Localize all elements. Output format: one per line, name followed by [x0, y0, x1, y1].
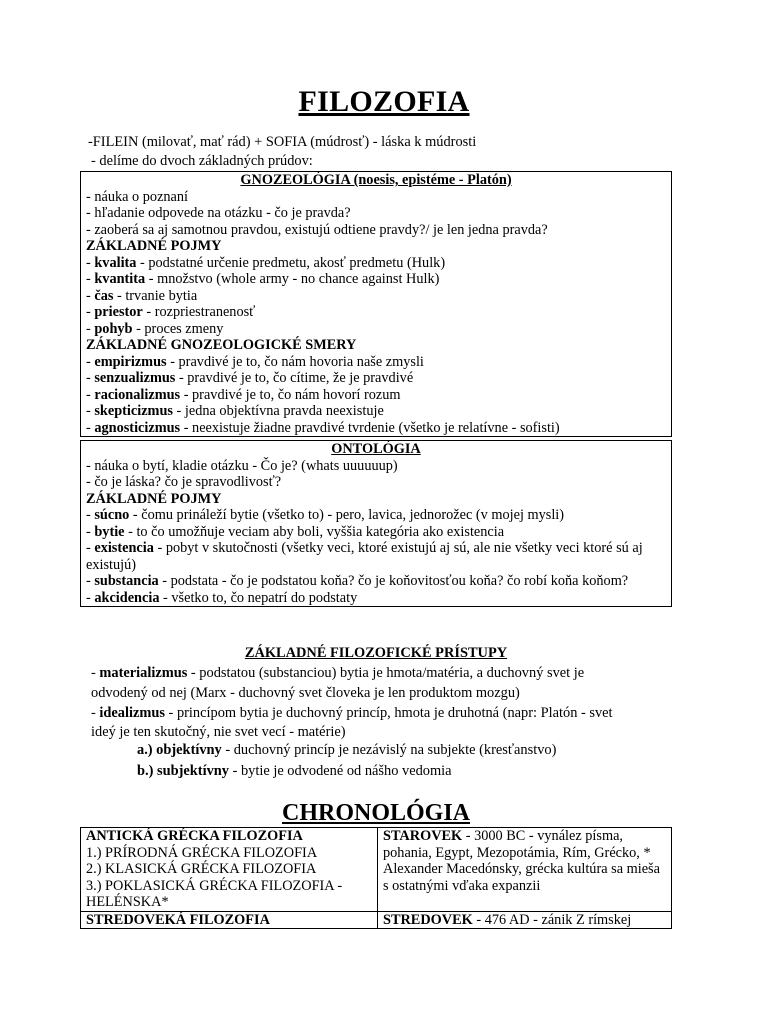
pojem-row: - súcno - čomu prináleží bytie (všetko to) - pero, lavica, jednorožec (v mojej mysli)	[86, 507, 565, 523]
gnozeologia-cell	[81, 172, 672, 437]
pojem-term: existencia	[94, 540, 154, 556]
subjektivny-def: - bytie je odvodené od nášho vedomia	[228, 763, 452, 779]
subjektivny-term: b.) subjektívny	[137, 763, 229, 779]
materializmus-line: - materializmus - podstatou (substanciou) bytia je hmota/matéria, a duchovný svet je	[91, 665, 585, 681]
materializmus-term: materializmus	[99, 665, 188, 681]
smer-def: - pravdivé je to, čo nám hovorí rozum	[180, 386, 401, 403]
pojem-term: kvantita	[94, 271, 146, 287]
gnozeologia-line: - náuka o poznaní	[86, 188, 189, 205]
pojem-def: - podstata - čo je podstatou koňa? čo je koňovitosťou koňa? čo robí koňa koňom?	[158, 573, 629, 589]
idealizmus-term: idealizmus	[99, 705, 165, 721]
pojem-def: - množstvo (whole army - no chance against Hulk)	[145, 271, 440, 287]
gnozeologia-pojmy-heading: ZÁKLADNÉ POJMY	[86, 238, 222, 254]
table-row	[81, 828, 672, 912]
gnozeologia-line: - zaoberá sa aj samotnou pravdou, existujú odtiene pravdy?/ je len jedna pravda?	[86, 221, 548, 238]
pojem-term: pohyb	[94, 320, 133, 337]
table-cell	[378, 911, 672, 929]
ontologia-cell	[81, 441, 672, 607]
ontologia-line: - náuka o bytí, kladie otázku - Čo je? (whats uuuuuup)	[86, 457, 398, 474]
gnozeologia-title: GNOZEOLÓGIA (noesis, epistéme - Platón)	[240, 172, 512, 188]
smer-row: - skepticizmus - jedna objektívna pravda neexistuje	[86, 403, 384, 419]
page-title: FILOZOFIA	[298, 85, 470, 118]
objektivny-def: - duchovný princíp je nezávislý na subjekte (kresťanstvo)	[221, 742, 557, 758]
smer-def: - pravdivé je to, čo nám hovoria naše zmysli	[166, 353, 424, 370]
smer-row: - empirizmus - pravdivé je to, čo nám hovoria naše zmysli	[86, 353, 424, 370]
pojem-row: - čas - trvanie bytia	[86, 287, 198, 304]
pojem-row: - bytie - to čo umožňuje veciam aby boli, vyššia kategória ako existencia	[86, 523, 505, 540]
ontologia-title: ONTOLÓGIA	[331, 441, 421, 457]
pojem-row: - kvantita - množstvo (whole army - no chance against Hulk)	[86, 271, 440, 287]
pristupy-title: ZÁKLADNÉ FILOZOFICKÉ PRÍSTUPY	[244, 645, 508, 661]
period-term: STAROVEK	[383, 828, 463, 844]
smer-row: - senzualizmus - pravdivé je to, čo cítime, že je pravdivé	[86, 370, 414, 386]
pojem-row: - akcidencia - všetko to, čo nepatrí do podstaty	[86, 589, 358, 606]
pojem-def: - proces zmeny	[132, 320, 224, 337]
era-heading: ANTICKÁ GRÉCKA FILOZOFIA	[86, 828, 303, 844]
pojem-def: - to čo umožňuje veciam aby boli, vyššia kategória ako existencia	[124, 523, 505, 540]
chronologia-title: CHRONOLÓGIA	[281, 800, 470, 826]
pojem-def: - podstatné určenie predmetu, akosť predmetu (Hulk)	[136, 254, 446, 271]
smer-def: - jedna objektívna pravda neexistuje	[172, 403, 384, 419]
pojem-row: - kvalita - podstatné určenie predmetu, akosť predmetu (Hulk)	[86, 254, 446, 271]
smer-term: senzualizmus	[94, 370, 176, 386]
table-cell	[378, 828, 672, 912]
smer-term: skepticizmus	[94, 403, 173, 419]
smer-row: - racionalizmus - pravdivé je to, čo nám hovorí rozum	[86, 386, 401, 403]
intro-line-1: -FILEIN (milovať, mať rád) + SOFIA (múdrosť) - láska k múdrosti	[88, 134, 477, 150]
era-item: 1.) PRÍRODNÁ GRÉCKA FILOZOFIA	[86, 844, 318, 861]
gnozeologia-line: - hľadanie odpovede na otázku - čo je pravda?	[86, 205, 351, 221]
ontologia-line: - čo je láska? čo je spravodlivosť?	[86, 474, 282, 490]
intro-line-2: - delíme do dvoch základných prúdov:	[91, 153, 313, 169]
table-row	[81, 911, 672, 929]
objektivny-term: a.) objektívny	[137, 742, 222, 758]
objektivny-line	[137, 741, 556, 760]
chronologia-table	[80, 827, 672, 929]
smer-term: racionalizmus	[94, 386, 181, 403]
pojem-term: súcno	[94, 507, 130, 523]
smer-term: empirizmus	[94, 353, 167, 370]
period-term: STREDOVEK	[383, 911, 473, 928]
pojem-term: bytie	[94, 523, 125, 540]
pojem-def: - pobyt v skutočnosti (všetky veci, ktoré existujú aj sú, ale nie všetky veci ktoré sú aj existujú)	[86, 540, 643, 573]
period-desc: - 3000 BC - vynález písma, pohania, Egypt, Mezopotámia, Rím, Grécko, * Alexander Macedónsky, grécka kultúra sa mieša s ostatnými vďaka expanzii	[383, 828, 660, 894]
pojem-term: priestor	[94, 304, 143, 320]
pojem-term: čas	[94, 287, 114, 304]
smer-row: - agnosticizmus - neexistuje žiadne pravdivé tvrdenie (všetko je relatívne - sofisti)	[86, 419, 560, 436]
ontologia-box	[80, 440, 672, 607]
smer-def: - pravdivé je to, čo cítime, že je pravdivé	[175, 370, 414, 386]
materializmus-line-2: odvodený od nej (Marx - duchovný svet človeka je len produktom mozgu)	[91, 685, 520, 701]
idealizmus-line-2: ideý je ten skutočný, nie svet vecí - matérie)	[91, 724, 346, 740]
pojem-row: - substancia - podstata - čo je podstatou koňa? čo je koňovitosťou koňa? čo robí koňa koňom?	[86, 573, 629, 589]
table-cell: STREDOVEKÁ FILOZOFIA	[81, 911, 378, 929]
era-item: 3.) POKLASICKÁ GRÉCKA FILOZOFIA - HELÉNSKA*	[86, 877, 343, 910]
idealizmus-line: - idealizmus - princípom bytia je duchovný princíp, hmota je druhotná (napr: Platón - svet	[91, 705, 613, 721]
gnozeologia-box	[80, 171, 672, 437]
pojem-row: - priestor - rozpriestranenosť	[86, 304, 256, 320]
pojem-row: - pohyb - proces zmeny	[86, 320, 224, 337]
gnozeologia-smery-heading: ZÁKLADNÉ GNOZEOLOGICKÉ SMERY	[86, 337, 357, 353]
pojem-row: - existencia - pobyt v skutočnosti (všetky veci, ktoré existujú aj sú, ale nie všetky veci ktoré sú aj existujú)	[86, 540, 643, 573]
smer-term: agnosticizmus	[94, 419, 181, 436]
subjektivny-line	[137, 762, 452, 781]
smer-def: - neexistuje žiadne pravdivé tvrdenie (všetko je relatívne - sofisti)	[180, 419, 560, 436]
period-desc: - 476 AD - zánik Z rímskej	[472, 911, 632, 928]
table-cell	[81, 828, 378, 912]
pojem-term: substancia	[94, 573, 159, 589]
materializmus-def: - podstatou (substanciou) bytia je hmota/matéria, a duchovný svet je	[187, 665, 585, 681]
pojem-def: - trvanie bytia	[113, 287, 198, 304]
ontologia-pojmy-heading: ZÁKLADNÉ POJMY	[86, 490, 222, 507]
pojem-def: - rozpriestranenosť	[142, 304, 256, 320]
era-item: 2.) KLASICKÁ GRÉCKA FILOZOFIA	[86, 861, 317, 877]
pojem-term: akcidencia	[94, 589, 160, 606]
idealizmus-def: - princípom bytia je duchovný princíp, hmota je druhotná (napr: Platón - svet	[164, 705, 613, 721]
pojem-term: kvalita	[94, 254, 137, 271]
pojem-def: - všetko to, čo nepatrí do podstaty	[159, 589, 358, 606]
pojem-def: - čomu prináleží bytie (všetko to) - pero, lavica, jednorožec (v mojej mysli)	[129, 507, 565, 523]
